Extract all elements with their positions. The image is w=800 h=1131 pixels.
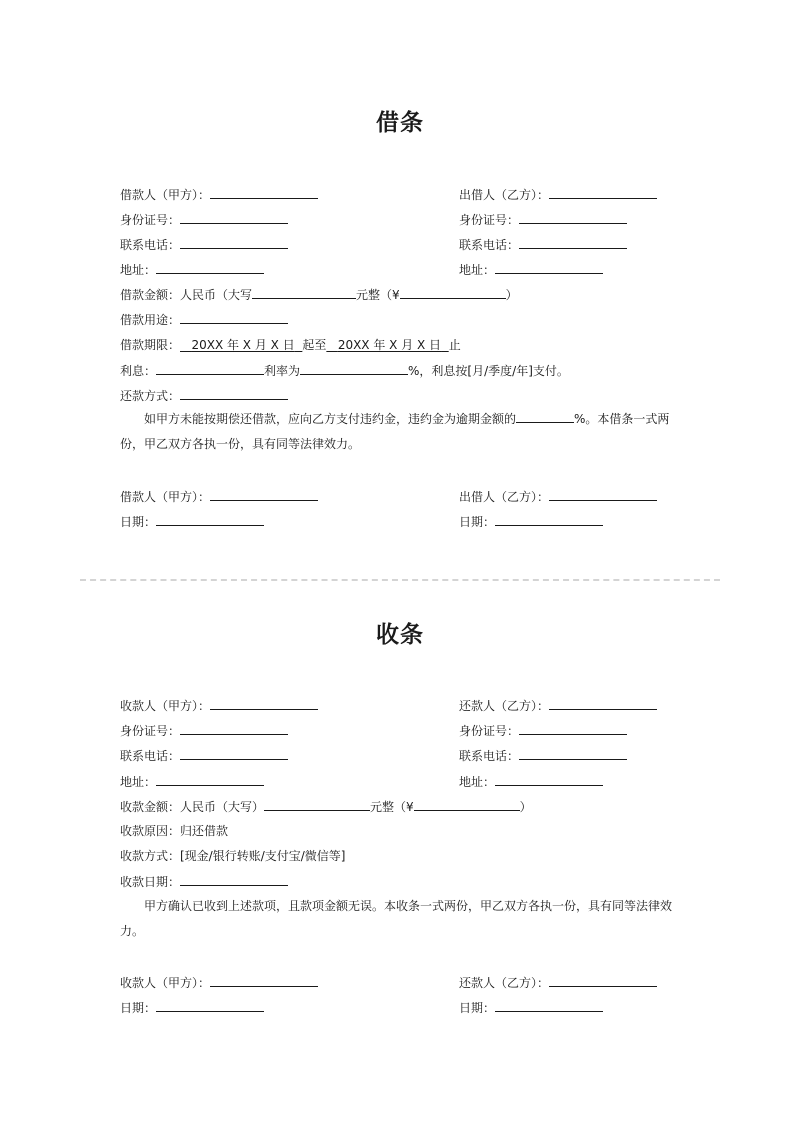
loan-phone-label-b: 联系电话： — [459, 238, 520, 252]
loan-title: 借条 — [376, 110, 424, 136]
loan-id-label-a: 身份证号： — [120, 213, 181, 227]
loan-amount-label: 借款金额：人民币（大写 — [120, 288, 253, 302]
receipt-clause: 甲方确认已收到上述款项，且款项金额无误。本收条一式两份，甲乙双方各执一份，具有同等法律效力。 — [120, 899, 673, 938]
receipt-phone-field-b — [459, 747, 627, 763]
loan-repay-blank[interactable] — [180, 387, 288, 400]
receipt-date-a — [120, 999, 264, 1015]
loan-interest-tail: %，利息按[月/季度/年]支付。 — [408, 364, 569, 378]
loan-repay-label: 还款方式： — [120, 389, 181, 403]
receipt-reason: 收款原因：归还借款 — [120, 824, 229, 838]
receipt-payee-blank[interactable] — [210, 697, 318, 710]
receipt-address-field-a — [120, 773, 264, 789]
receipt-amount-words-blank[interactable] — [264, 798, 370, 811]
receipt-payee-label: 收款人（甲方）： — [120, 699, 211, 713]
receipt-date-b — [459, 999, 603, 1015]
loan-id-label-b: 身份证号： — [459, 213, 520, 227]
receipt-sign-payer — [459, 974, 657, 990]
loan-address-label-a: 地址： — [120, 263, 157, 277]
loan-interest-label: 利息： — [120, 364, 157, 378]
loan-purpose-field — [120, 311, 288, 327]
loan-repay-field — [120, 387, 288, 403]
loan-purpose-label: 借款用途： — [120, 313, 181, 327]
loan-sign-lender-label: 出借人（乙方）： — [459, 490, 550, 504]
loan-clause-b: %。本借条一式两份，甲乙双方各执一份，具有同等法律效力。 — [120, 412, 670, 451]
loan-address-field-a — [120, 261, 264, 277]
loan-amount-words-blank[interactable] — [252, 286, 356, 299]
loan-date-a — [120, 513, 264, 529]
receipt-address-label-b: 地址： — [459, 775, 496, 789]
loan-sign-lender — [459, 488, 657, 504]
loan-id-blank-a[interactable] — [180, 211, 288, 224]
receipt-phone-blank-a[interactable] — [180, 747, 288, 760]
receipt-date-label-b: 日期： — [459, 1001, 496, 1015]
receipt-phone-label-a: 联系电话： — [120, 749, 181, 763]
loan-sign-borrower-label: 借款人（甲方）： — [120, 490, 211, 504]
receipt-amount-label: 收款金额：人民币（大写） — [120, 800, 265, 814]
receipt-sign-payer-blank[interactable] — [549, 974, 657, 987]
receipt-sign-payee-label: 收款人（甲方）： — [120, 976, 211, 990]
receipt-phone-field-a — [120, 747, 288, 763]
receipt-id-field-a — [120, 722, 288, 738]
loan-date-label-b: 日期： — [459, 515, 496, 529]
loan-interest-field — [120, 362, 569, 378]
loan-interest-blank[interactable] — [156, 362, 264, 375]
loan-amount-number-blank[interactable] — [400, 286, 506, 299]
loan-term-to-suffix: 止 — [448, 338, 461, 352]
receipt-id-label-b: 身份证号： — [459, 724, 520, 738]
receipt-id-field-b — [459, 722, 627, 738]
loan-phone-blank-a[interactable] — [180, 236, 288, 249]
receipt-payer-label: 还款人（乙方）： — [459, 699, 550, 713]
receipt-address-label-a: 地址： — [120, 775, 157, 789]
loan-purpose-blank[interactable] — [180, 311, 288, 324]
loan-term-label: 借款期限： — [120, 338, 181, 352]
loan-amount-end: ） — [505, 288, 518, 302]
receipt-phone-blank-b[interactable] — [519, 747, 627, 760]
loan-borrower-field — [120, 186, 318, 202]
receipt-sign-payer-label: 还款人（乙方）： — [459, 976, 550, 990]
loan-term-field — [120, 337, 461, 353]
loan-clause-a: 如甲方未能按期偿还借款，应向乙方支付违约金，违约金为逾期金额的 — [144, 412, 517, 426]
loan-lender-label: 出借人（乙方）： — [459, 188, 550, 202]
receipt-date-recv-field — [120, 873, 288, 889]
loan-term-from[interactable] — [180, 338, 302, 352]
loan-id-field-b — [459, 211, 627, 227]
loan-borrower-blank[interactable] — [210, 186, 318, 199]
loan-address-blank-b[interactable] — [495, 261, 603, 274]
loan-sign-borrower-blank[interactable] — [210, 488, 318, 501]
receipt-method: 收款方式：[现金/银行转账/支付宝/微信等] — [120, 849, 346, 863]
loan-clause — [120, 407, 692, 457]
loan-term-to[interactable] — [326, 338, 448, 352]
receipt-address-blank-b[interactable] — [495, 773, 603, 786]
loan-id-field-a — [120, 211, 288, 227]
loan-id-blank-b[interactable] — [519, 211, 627, 224]
loan-interest-rate-label: 利率为 — [264, 364, 301, 378]
loan-date-label-a: 日期： — [120, 515, 157, 529]
receipt-date-blank-a[interactable] — [156, 999, 264, 1012]
receipt-id-label-a: 身份证号： — [120, 724, 181, 738]
receipt-id-blank-b[interactable] — [519, 722, 627, 735]
loan-sign-borrower — [120, 488, 318, 504]
loan-address-label-b: 地址： — [459, 263, 496, 277]
loan-interest-rate-blank[interactable] — [300, 362, 408, 375]
loan-sign-lender-blank[interactable] — [549, 488, 657, 501]
receipt-date-label-a: 日期： — [120, 1001, 157, 1015]
loan-phone-field-a — [120, 236, 288, 252]
receipt-date-recv-label: 收款日期： — [120, 875, 181, 889]
receipt-payee-field — [120, 697, 318, 713]
receipt-title: 收条 — [376, 622, 424, 648]
loan-borrower-label: 借款人（甲方）： — [120, 188, 211, 202]
loan-amount-field — [120, 286, 518, 302]
receipt-date-blank-b[interactable] — [495, 999, 603, 1012]
loan-term-from-suffix: 起至 — [302, 338, 327, 352]
section-divider — [80, 579, 720, 581]
loan-phone-field-b — [459, 236, 627, 252]
loan-phone-blank-b[interactable] — [519, 236, 627, 249]
receipt-address-blank-a[interactable] — [156, 773, 264, 786]
loan-term-to-text: 20XX 年 X 月 X 日 — [337, 338, 442, 352]
receipt-address-field-b — [459, 773, 603, 789]
loan-penalty-blank[interactable] — [516, 410, 574, 423]
loan-amount-mid: 元整（¥ — [356, 288, 400, 302]
loan-phone-label-a: 联系电话： — [120, 238, 181, 252]
loan-date-blank-a[interactable] — [156, 513, 264, 526]
loan-address-blank-a[interactable] — [156, 261, 264, 274]
loan-date-b — [459, 513, 603, 529]
loan-date-blank-b[interactable] — [495, 513, 603, 526]
receipt-sign-payee-blank[interactable] — [210, 974, 318, 987]
receipt-amount-field — [120, 798, 532, 814]
loan-lender-blank[interactable] — [549, 186, 657, 199]
receipt-id-blank-a[interactable] — [180, 722, 288, 735]
receipt-amount-mid: 元整（¥ — [370, 800, 414, 814]
receipt-payer-blank[interactable] — [549, 697, 657, 710]
receipt-sign-payee — [120, 974, 318, 990]
receipt-payer-field — [459, 697, 657, 713]
receipt-date-recv-blank[interactable] — [180, 873, 288, 886]
loan-lender-field — [459, 186, 657, 202]
loan-term-from-text: 20XX 年 X 月 X 日 — [191, 338, 295, 352]
receipt-amount-number-blank[interactable] — [414, 798, 520, 811]
receipt-phone-label-b: 联系电话： — [459, 749, 520, 763]
receipt-amount-end: ） — [519, 800, 532, 814]
loan-address-field-b — [459, 261, 603, 277]
